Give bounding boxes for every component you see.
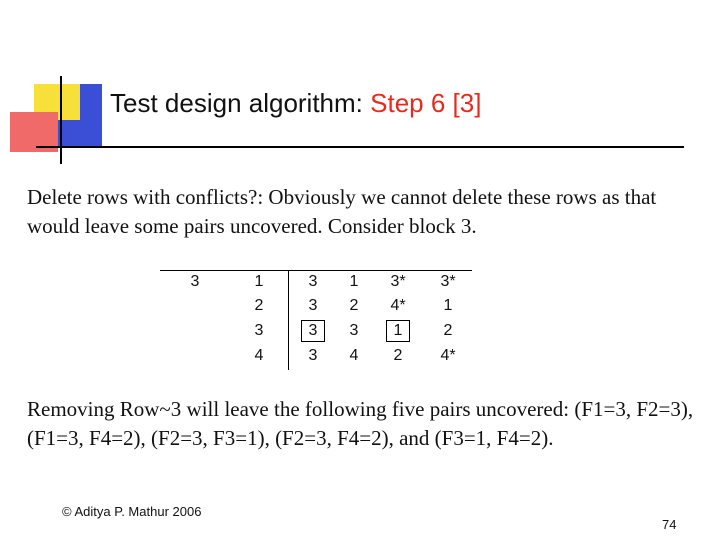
table-cell: 4* [440,347,456,364]
intro-paragraph: Delete rows with conflicts?: Obviously we cannot delete these rows as that would leave some pairs uncovered. Consider block 3. [27,185,657,238]
table-cell: 3 [308,297,318,314]
table-cell: 3 [302,321,324,341]
title-accent: Step 6 [3] [370,88,482,118]
table-cell: 1 [387,321,409,341]
table-cell: 3* [440,273,456,290]
test-block-table [160,262,472,370]
page-number: 74 [662,517,677,532]
table-cell: 1 [254,273,264,290]
table-cell: 4* [390,297,406,314]
title-divider [36,146,684,148]
table-cell: 4 [349,347,359,364]
table-cell: 3 [308,347,318,364]
table-cell: 1 [443,297,453,314]
table-cell: 2 [349,297,359,314]
table-cell: 3 [190,273,200,290]
table-header-line [160,270,472,271]
table-column-divider [288,270,289,370]
table-cell: 4 [254,347,264,364]
conclusion-paragraph: Removing Row~3 will leave the following five pairs uncovered: (F1=3, F2=3), (F1=3, F4=2), (F2=3, F3=1), (F2=3, F4=2), and (F3=1, F4=2). [27,397,694,450]
table-cell: 3* [390,273,406,290]
title-main: Test design algorithm: [110,88,363,118]
slide-title [110,88,481,119]
table-cell: 3 [308,273,318,290]
table-cell: 2 [393,347,403,364]
table-cell: 3 [254,322,264,339]
table-cell: 2 [254,297,264,314]
table-cell: 3 [349,322,359,339]
slide-logo-decoration [0,0,110,165]
copyright-footer: © Aditya P. Mathur 2006 [62,504,202,519]
table-cell: 2 [443,322,453,339]
table-cell: 1 [349,273,359,290]
